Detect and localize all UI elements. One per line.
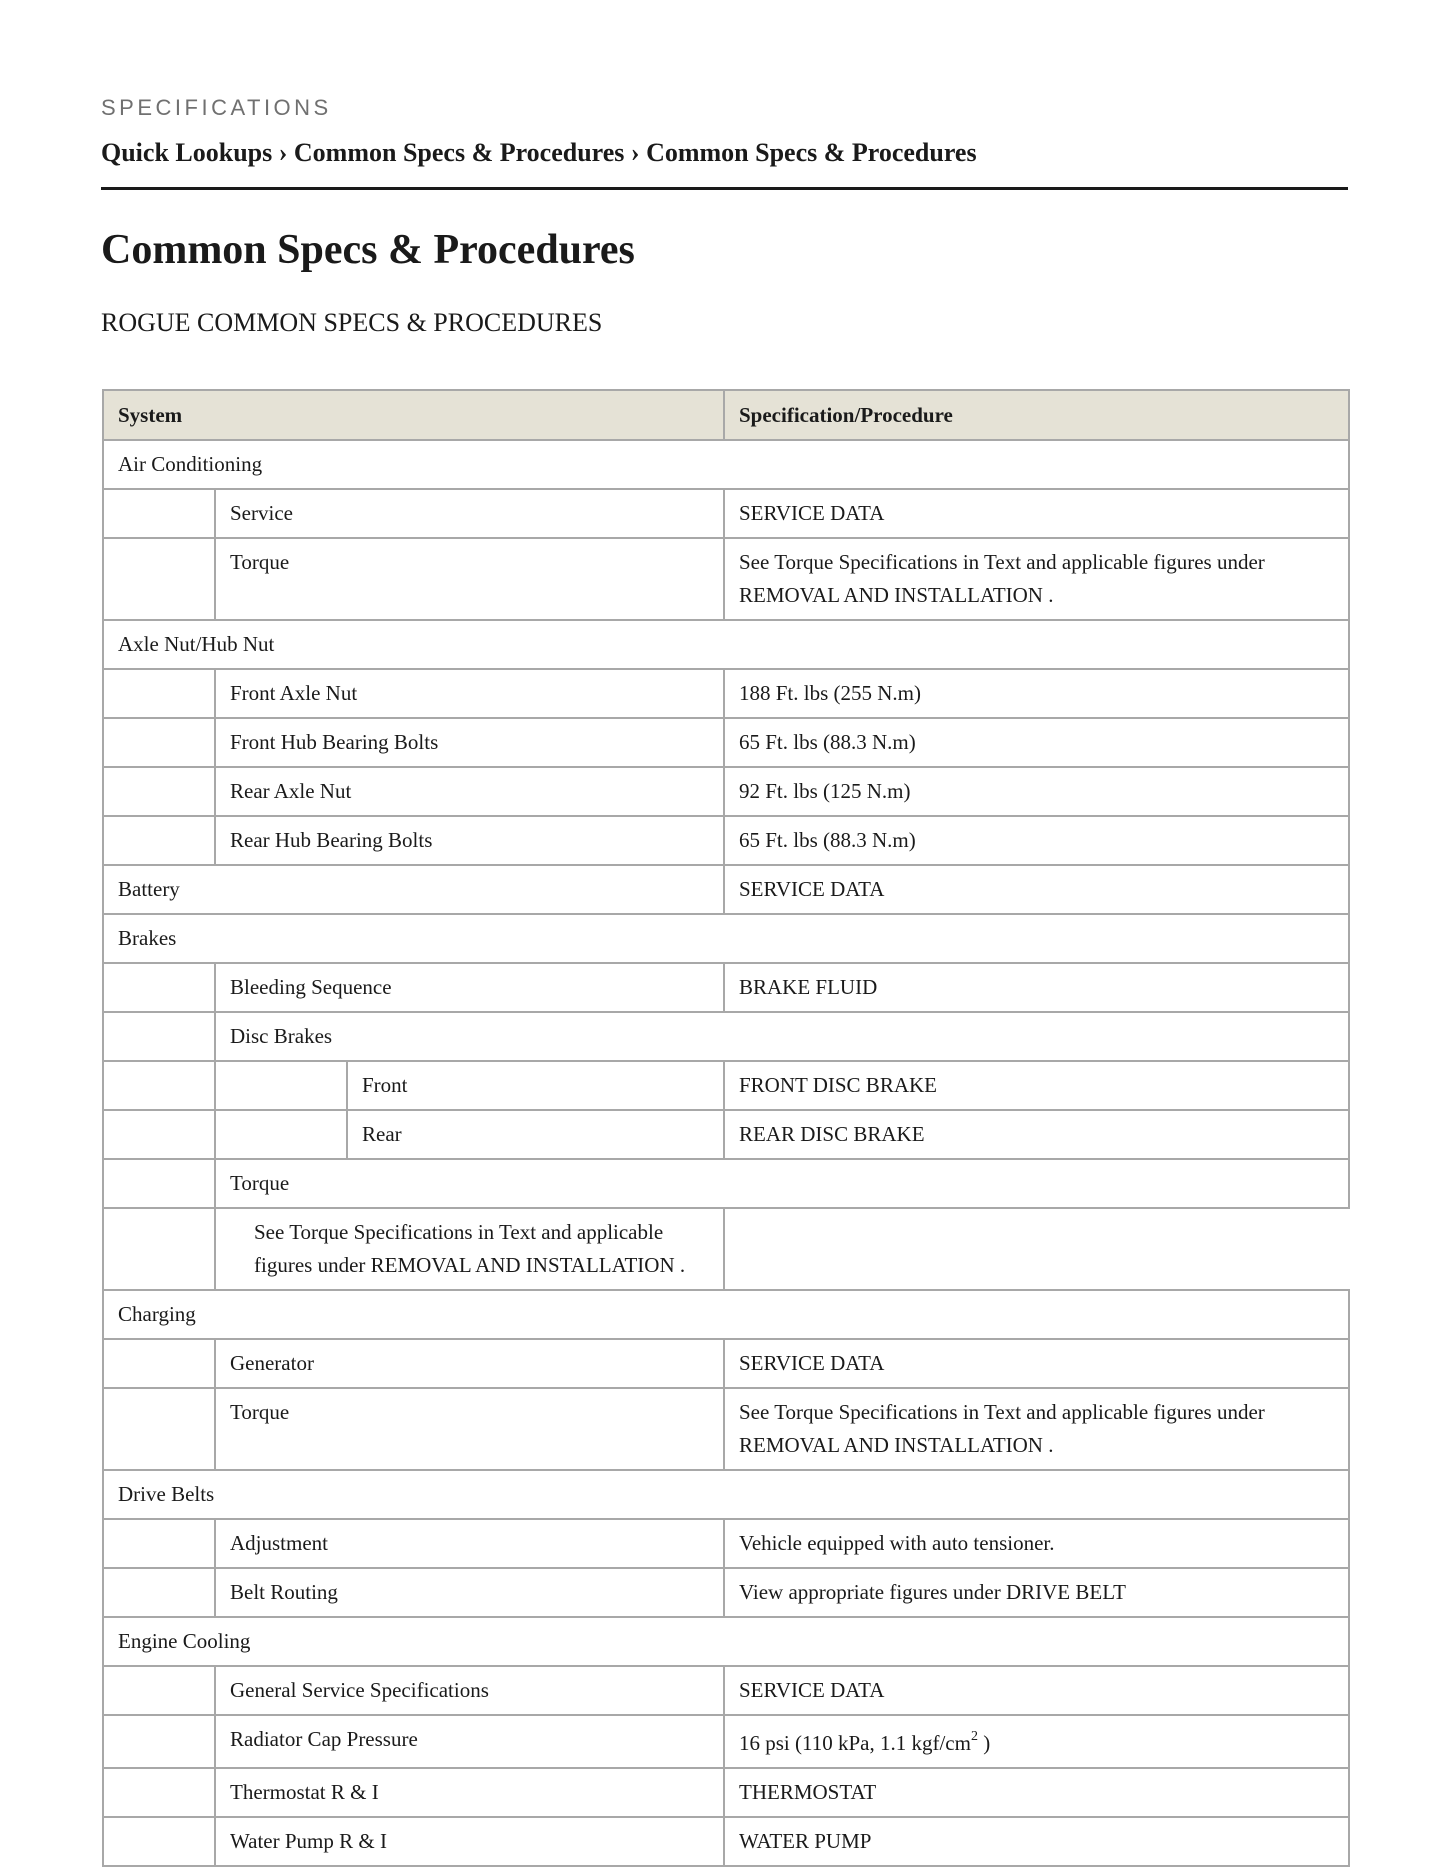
item-value: See Torque Specifications in Text and applicable figures under REMOVAL AND INSTALLATION . [215, 1208, 724, 1290]
indent-cell [215, 1061, 347, 1110]
table-row [103, 1012, 1349, 1061]
item-value: SERVICE DATA [724, 1666, 1349, 1715]
table-row [103, 489, 1349, 538]
superscript: 2 [970, 1729, 978, 1744]
subgroup-label: Torque [215, 1159, 1349, 1208]
table-row [103, 1470, 1349, 1519]
item-value: 65 Ft. lbs (88.3 N.m) [724, 816, 1349, 865]
item-label: Thermostat R & I [215, 1768, 724, 1817]
item-label: Front [347, 1061, 724, 1110]
radiator-cap-value-tail: ) [977, 1731, 991, 1755]
item-label: Adjustment [215, 1519, 724, 1568]
indent-cell [103, 1159, 215, 1208]
group-label: Axle Nut/Hub Nut [103, 620, 1349, 669]
table-row [103, 1768, 1349, 1817]
indent-cell [103, 1012, 215, 1061]
item-label: Belt Routing [215, 1568, 724, 1617]
group-label: Battery [103, 865, 724, 914]
table-row [103, 914, 1349, 963]
table-row [103, 1110, 1349, 1159]
item-value: 92 Ft. lbs (125 N.m) [724, 767, 1349, 816]
indent-cell [103, 1208, 215, 1290]
item-label: Front Axle Nut [215, 669, 724, 718]
indent-cell [103, 816, 215, 865]
table-row [103, 963, 1349, 1012]
specs-table [102, 389, 1350, 1867]
indent-cell [103, 1388, 215, 1470]
table-row [103, 1290, 1349, 1339]
item-label: Radiator Cap Pressure [215, 1715, 724, 1768]
indent-cell [103, 669, 215, 718]
table-row [103, 1666, 1349, 1715]
indent-cell [103, 767, 215, 816]
indent-cell [215, 1110, 347, 1159]
table-row [103, 1715, 1349, 1768]
group-label: Engine Cooling [103, 1617, 1349, 1666]
indent-cell [103, 1110, 215, 1159]
table-row [103, 1568, 1349, 1617]
table-row [103, 718, 1349, 767]
item-value: BRAKE FLUID [724, 963, 1349, 1012]
table-row [103, 440, 1349, 489]
table-row [103, 1339, 1349, 1388]
item-value: FRONT DISC BRAKE [724, 1061, 1349, 1110]
table-row [103, 1817, 1349, 1866]
item-value: View appropriate figures under DRIVE BELT [724, 1568, 1349, 1617]
breadcrumb: Quick Lookups › Common Specs & Procedures › Common Specs & Procedures [101, 138, 977, 167]
table-row [103, 669, 1349, 718]
item-value: SERVICE DATA [724, 865, 1349, 914]
item-value: See Torque Specifications in Text and applicable figures under REMOVAL AND INSTALLATION . [724, 1388, 1349, 1470]
item-label: General Service Specifications [215, 1666, 724, 1715]
item-value: SERVICE DATA [724, 489, 1349, 538]
item-value [724, 1715, 1349, 1768]
indent-cell [103, 1568, 215, 1617]
table-row [103, 1519, 1349, 1568]
table-row [103, 620, 1349, 669]
item-label: Rear [347, 1110, 724, 1159]
table-row [103, 1061, 1349, 1110]
item-label: Service [215, 489, 724, 538]
indent-cell [103, 1817, 215, 1866]
item-value: REAR DISC BRAKE [724, 1110, 1349, 1159]
table-row [103, 816, 1349, 865]
indent-cell [103, 538, 215, 620]
item-value: THERMOSTAT [724, 1768, 1349, 1817]
indent-cell [103, 718, 215, 767]
group-label: Brakes [103, 914, 1349, 963]
item-value: 65 Ft. lbs (88.3 N.m) [724, 718, 1349, 767]
item-value: 188 Ft. lbs (255 N.m) [724, 669, 1349, 718]
item-label: Generator [215, 1339, 724, 1388]
table-row [103, 1617, 1349, 1666]
item-label: Rear Hub Bearing Bolts [215, 816, 724, 865]
item-label: Torque [215, 1388, 724, 1470]
indent-cell [103, 1715, 215, 1768]
item-label: Water Pump R & I [215, 1817, 724, 1866]
column-header-system: System [103, 390, 724, 440]
page-title: Common Specs & Procedures [101, 227, 635, 273]
indent-cell [103, 1768, 215, 1817]
item-label: Torque [215, 538, 724, 620]
table-row [103, 538, 1349, 620]
item-value: WATER PUMP [724, 1817, 1349, 1866]
indent-cell [103, 963, 215, 1012]
item-value: Vehicle equipped with auto tensioner. [724, 1519, 1349, 1568]
group-label: Drive Belts [103, 1470, 1349, 1519]
empty-cell [724, 1208, 1349, 1290]
table-row [103, 767, 1349, 816]
item-label: Bleeding Sequence [215, 963, 724, 1012]
table-row [103, 1208, 1349, 1290]
table-row [103, 1388, 1349, 1470]
column-header-spec: Specification/Procedure [724, 390, 1349, 440]
group-label: Air Conditioning [103, 440, 1349, 489]
section-eyebrow: SPECIFICATIONS [101, 95, 332, 120]
header-divider [101, 187, 1348, 190]
subgroup-label: Disc Brakes [215, 1012, 1349, 1061]
indent-cell [103, 1061, 215, 1110]
table-row [103, 1159, 1349, 1208]
table-row [103, 865, 1349, 914]
item-value: See Torque Specifications in Text and applicable figures under REMOVAL AND INSTALLATION . [724, 538, 1349, 620]
item-label: Front Hub Bearing Bolts [215, 718, 724, 767]
item-value: SERVICE DATA [724, 1339, 1349, 1388]
table-header-row [103, 390, 1349, 440]
page-subtitle: ROGUE COMMON SPECS & PROCEDURES [101, 308, 603, 337]
item-label: Rear Axle Nut [215, 767, 724, 816]
indent-cell [103, 1339, 215, 1388]
group-label: Charging [103, 1290, 1349, 1339]
indent-cell [103, 1666, 215, 1715]
indent-cell [103, 489, 215, 538]
radiator-cap-value-text: 16 psi (110 kPa, 1.1 kgf/cm [739, 1731, 971, 1755]
indent-cell [103, 1519, 215, 1568]
